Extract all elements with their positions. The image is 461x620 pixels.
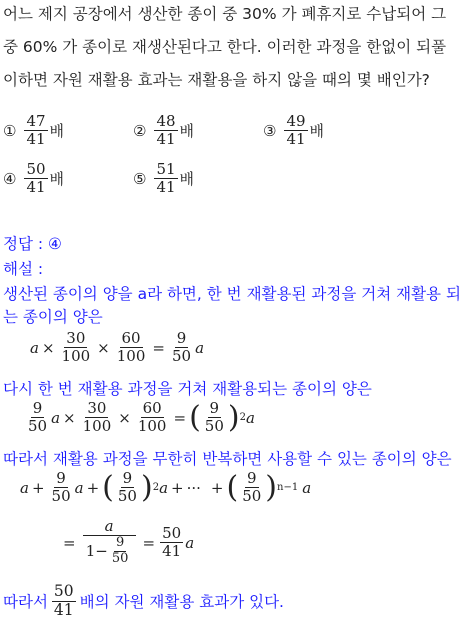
question-line-1: 어느 제지 공장에서 생산한 종이 중 30% 가 폐휴지로 수납되어 그 [3, 5, 447, 23]
choice-label: ① [3, 121, 17, 140]
math-line-3: a + $\frac{9}{50}$ a + ( $\frac{9}{50}$ ) 2 a + ··· + ( $\frac{9}{50}$ ) n−1 a [20, 469, 312, 506]
math-line-2: $\frac{9}{50}$ a × $\frac{30}{100}$ × $\frac{60}{100}$ = ( $\frac{9}{50}$ ) 2 a [28, 399, 255, 436]
solution-para-3: 따라서 재활용 과정을 무한히 반복하면 사용할 수 있는 종이의 양은 [3, 450, 452, 468]
answer-line: 정답 : ④ [3, 235, 62, 253]
choice-1[interactable]: ① $\frac{47}{41}$ 배 [3, 112, 65, 149]
choice-3[interactable]: ③ $\frac{49}{41}$ 배 [263, 112, 325, 149]
solution-para-1b: 는 종이의 양은 [3, 308, 103, 326]
conclusion-line: 따라서 $\frac{50}{41}$ 배의 자원 재활용 효과가 있다. [3, 582, 284, 619]
choice-label: ⑤ [133, 169, 147, 188]
choice-label: ③ [263, 121, 277, 140]
choice-label: ④ [3, 169, 17, 188]
question-line-3: 이하면 자원 재활용 효과는 재활용을 하지 않을 때의 몇 배인가? [3, 71, 430, 89]
math-line-1: a × $\frac{30}{100}$ × $\frac{60}{100}$ = $\frac{9}{50}$ a [30, 329, 205, 366]
question-line-2: 중 60% 가 종이로 재생산된다고 한다. 이러한 과정을 한없이 되풀 [3, 38, 447, 56]
choice-2[interactable]: ② $\frac{48}{41}$ 배 [133, 112, 195, 149]
math-line-4: = a 1− $\frac{9}{50}$ = $\frac{50}{41}$ a [63, 517, 195, 567]
solution-para-2: 다시 한 번 재활용 과정을 거쳐 재활용되는 종이의 양은 [3, 380, 372, 398]
choice-4[interactable]: ④ $\frac{50}{41}$ 배 [3, 160, 65, 197]
solution-heading: 해설 : [3, 260, 44, 278]
solution-para-1a: 생산된 종이의 양을 a라 하면, 한 번 재활용된 과정을 거쳐 재활용 되 [3, 285, 461, 303]
choice-5[interactable]: ⑤ $\frac{51}{41}$ 배 [133, 160, 195, 197]
choice-label: ② [133, 121, 147, 140]
